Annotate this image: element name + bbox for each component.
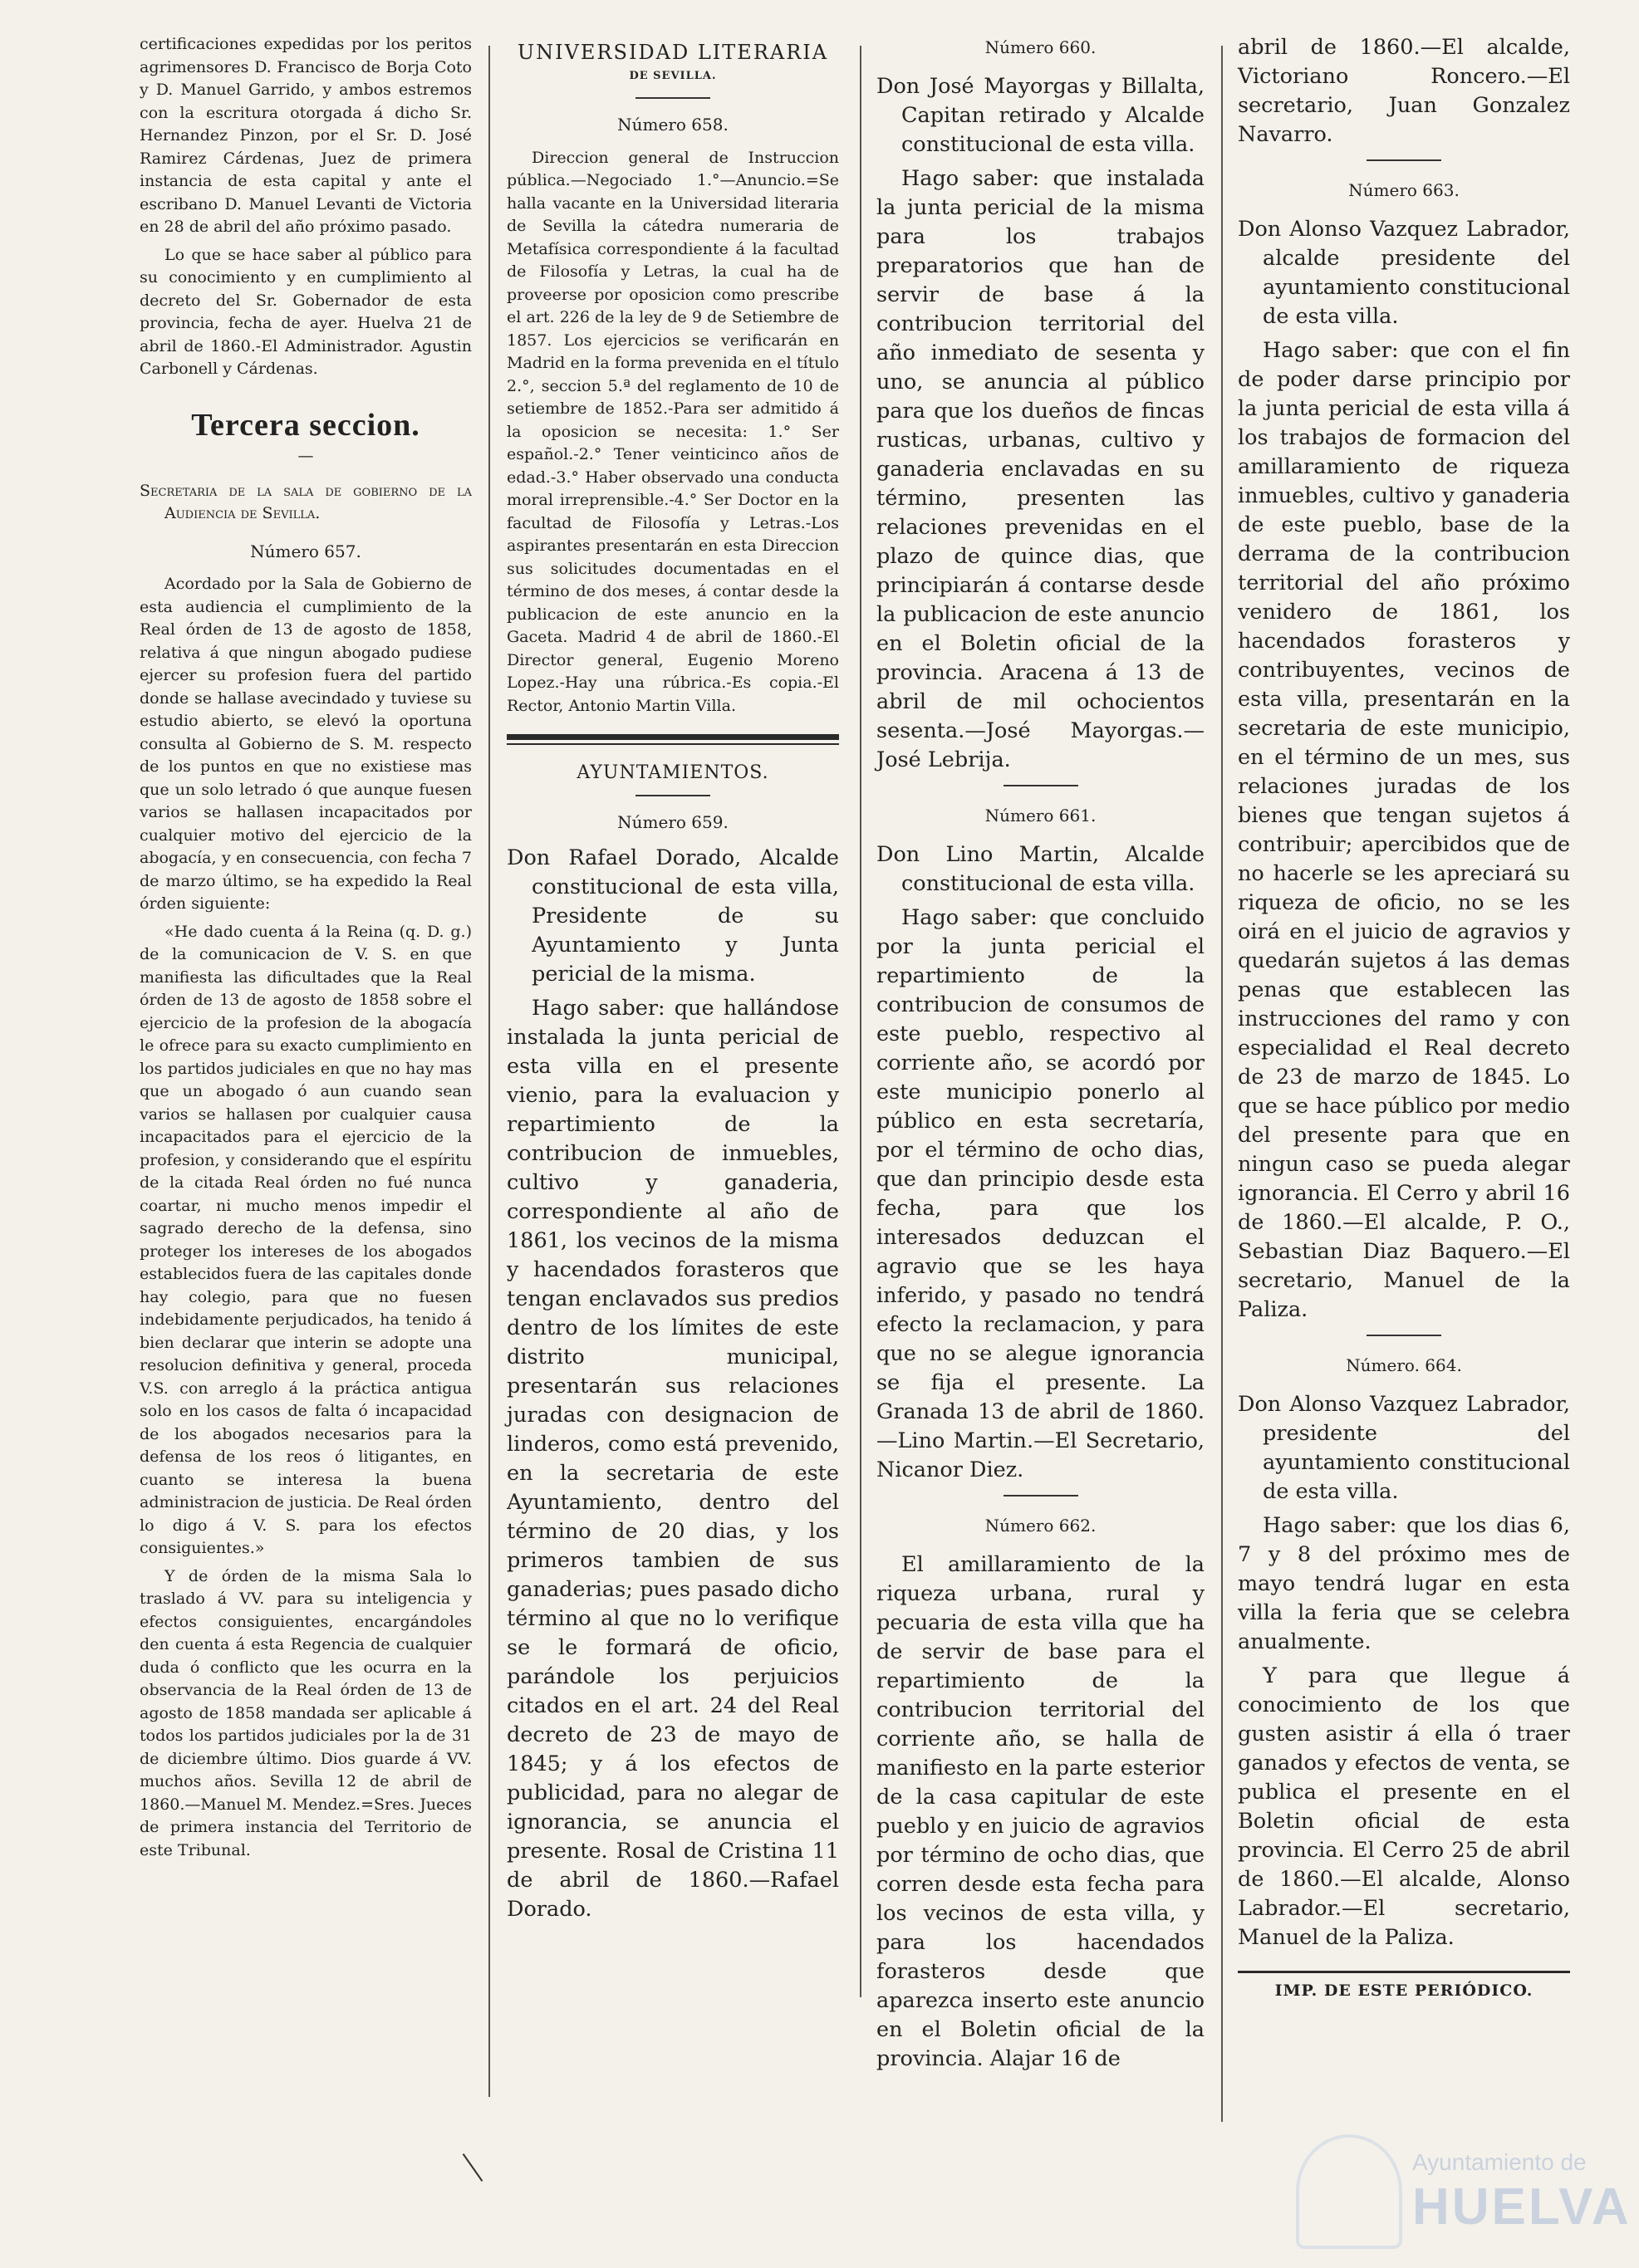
imprint: IMP. DE ESTE PERIÓDICO.	[1274, 1981, 1533, 2000]
paragraph: Lo que se hace saber al público para su conocimiento y en cumplimiento al decreto del Sr. Gobernador de esta provincia, fecha de ayer. Huelva 21 de abril de 1860.-El Administrador. Agustin Carbonell y Cárdenas.	[140, 245, 472, 378]
announcement-number: Número 661.	[984, 806, 1097, 825]
paragraph: Hago saber: que instalada la junta pericial de la misma para los trabajos preparatorios que han de servir de base á la contribucion territorial del año inmediato de sesenta y uno, se anuncia al público para que los dueños de fincas rusticas, urbanas, cultivo y ganaderia enclavadas en su término, presenten las relaciones prevenidas en el plazo de quince dias, que principiarán á contarse desde la publicacion de este anuncio en el Boletin oficial de la provincia. Aracena á 13 de abril de mil ochocientos sesenta.—José Mayorgas.—José Lebrija.	[876, 166, 1205, 772]
paragraph: Direccion general de Instruccion pública.—Negociado 1.°—Anuncio.=Se halla vacante en la Universidad literaria de Sevilla la cátedra numeraria de Metafísica correspondiente á la facultad de Filosofía y Letras, la cual ha de proveerse por oposicion como prescribe el art. 226 de la ley de 9 de Setiembre de 1857. Los ejercicios se verificarán en Madrid en la forma prevenida en el título 2.°, seccion 5.ª del reglamento de 10 de setiembre de 1852.-Para ser admitido á la oposicion se necesita: 1.° Ser español.-2.° Tener veinticinco años de edad.-3.° Haber observado una conducta moral irreprensible.-4.° Ser Doctor en la facultad de Filosofía y Letras.-Los aspirantes presentarán en esta Direccion sus solicitudes documentadas en el término de dos meses, á contar desde la publicacion de este anuncio en la Gaceta. Madrid 4 de abril de 1860.-El Director general, Eugenio Moreno Lopez.-Hay una rúbrica.-Es copia.-El Rector, Antonio Martin Villa.	[507, 148, 839, 715]
section-title: Tercera seccion.	[191, 407, 420, 443]
separator	[1367, 1335, 1441, 1336]
column-divider	[1221, 46, 1223, 2122]
separator	[1004, 1495, 1078, 1496]
paragraph: Hago saber: que concluido por la junta pericial el repartimiento de la contribucion de consumos de este pueblo, respectivo al corriente año, se acordó por este municipio ponerlo al público en esta secretaría, por el término de ocho dias, que dan principio desde esta fecha, para que los interesados deduzcan el agravio que se les haya inferido, y pasado no tendrá efecto la reclamacion, y para que no se alegue ignorancia se fija el presente. La Granada 13 de abril de 1860.—Lino Martin.—El Secretario, Nicanor Diez.	[876, 905, 1205, 1482]
quoted-paragraph: «He dado cuenta á la Reina (q. D. g.) de la comunicacion de V. S. en que manifiesta las dificultades que la Real órden de 13 de agosto de 1858 sobre el ejercicio de la profesion de la abogacía le ofrece para su exacto cumplimiento en los partidos judiciales en que no hay mas que un abogado ó aun cuando sean varios se hallasen por cualquier causa incapacitados para el ejercicio de la profesion, y considerando que el espíritu de la citada Real órden no fué nunca coartar, ni mucho menos impedir el sagrado derecho de la defensa, sino proteger los intereses de los abogados establecidos fuera de las capitales donde hay colegio, para que no fuesen indebidamente perjudicados, ha tenido á bien declarar que interin se adopte una resolucion definitiva y general, proceda V.S. con arreglo á la práctica antigua solo en los casos de falta ó incapacidad de los abogados necesarios para la defensa de los reos ó litigantes, en cuanto se interesa la buena administracion de justicia. De Real órden lo digo á V. S. para los efectos consiguientes.»	[140, 922, 472, 1557]
coat-of-arms-icon	[1296, 2134, 1402, 2249]
continued-text: abril de 1860.—El alcalde, Victoriano Roncero.—El secretario, Juan Gonzalez Navarro.	[1238, 35, 1570, 147]
watermark-line1: Ayuntamiento de	[1412, 2149, 1587, 2175]
separator	[635, 97, 710, 99]
announcement-number: Número. 664.	[1346, 1355, 1462, 1375]
paragraph: Y para que llegue á conocimiento de los que gusten asistir á ella ó traer ganados y efectos de venta, se publica el presente en el Boletin oficial de esta provincia. El Cerro 25 de abril de 1860.—El alcalde, Alonso Labrador.—El secretario, Manuel de la Paliza.	[1238, 1663, 1570, 1950]
announcement-number: Número 658.	[617, 115, 729, 135]
column-1	[140, 33, 472, 1867]
section-heading: Secretaria de la sala de gobierno de la Audiencia de Sevilla.	[140, 481, 472, 522]
separator	[635, 795, 710, 796]
column-2	[507, 33, 839, 1929]
column-4	[1238, 33, 1570, 2006]
announcement-number: Número 657.	[250, 541, 361, 561]
paragraph: Don Alonso Vazquez Labrador, presidente del ayuntamiento constitucional de esta villa.	[1238, 1392, 1570, 1504]
separator	[1367, 159, 1441, 161]
announcement-number: Número 659.	[617, 811, 729, 832]
imprint-rule	[1238, 1971, 1570, 1973]
paragraph: Hago saber: que los dias 6, 7 y 8 del próximo mes de mayo tendrá lugar en esta villa la feria que se celebra anualmente.	[1238, 1513, 1570, 1654]
column-divider	[860, 46, 861, 1997]
thin-rule	[507, 743, 839, 745]
thick-rule	[507, 734, 839, 740]
paragraph: El amillaramiento de la riqueza urbana, rural y pecuaria de esta villa que ha de servir de base para el repartimiento de la contribucion territorial del corriente año, se halla de manifiesto en la parte esterior de la casa capitular de este pueblo y en juicio de agravios por término de ocho dias, que corren desde esta fecha para los vecinos de esta villa, y para los hacendados forasteros desde que aparezca inserto este anuncio en el Boletin oficial de la provincia. Alajar 16 de	[876, 1552, 1205, 2071]
paragraph: Don Alonso Vazquez Labrador, alcalde presidente del ayuntamiento constitucional de esta villa.	[1238, 217, 1570, 329]
continued-text: certificaciones expedidas por los peritos agrimensores D. Francisco de Borja Coto y D. Manuel Garrido, y ambos estremos con la escritura otorgada á dicho Sr. Hernandez Pinzon, por el Sr. D. José Ramirez Cárdenas, Juez de primera instancia de esta capital y ante el escribano D. Manuel Levanti de Victoria en 28 de abril del año próximo pasado.	[140, 35, 472, 236]
announcement-number: Número 663.	[1348, 180, 1460, 200]
paragraph: Y de órden de la misma Sala lo traslado á VV. para su inteligencia y efectos consiguientes, encargándoles den cuenta á esta Regencia de cualquier duda ó conflicto que les ocurra en la observancia de la Real órden de 13 de agosto de 1858 mandada ser aplicable á todos los partidos judiciales por la de 31 de diciembre último. Dios guarde á VV. muchos años. Sevilla 12 de abril de 1860.—Manuel M. Mendez.=Sres. Jueces de primera instancia del Territorio de este Tribunal.	[140, 1566, 472, 1859]
paragraph: Hago saber: que hallándose instalada la junta pericial de esta villa en el presente vienio, para la evaluacion y repartimiento de la contribucion de inmuebles, cultivo y ganaderia, correspondiente al año de 1861, los vecinos de la misma y hacendados forasteros que tengan enclavados sus predios dentro de los límites de este distrito municipal, presentarán sus relaciones juradas con designacion de linderos, como está prevenido, en la secretaria de este Ayuntamiento, dentro del término de 20 dias, y los primeros tambien de sus ganaderias; pues pasado dicho término al que no lo verifique se le formará de oficio, parándole los perjuicios citados en el art. 24 del Real decreto de 23 de mayo de 1845; y á los efectos de publicidad, para no alegar de ignorancia, se anuncia el presente. Rosal de Cristina 11 de abril de 1860.—Rafael Dorado.	[507, 996, 839, 1922]
paragraph: Don José Mayorgas y Billalta, Capitan retirado y Alcalde constitucional de esta villa.	[876, 74, 1205, 157]
announcement-number: Número 660.	[984, 37, 1097, 57]
column-divider	[488, 46, 490, 2097]
page-mark	[463, 2153, 483, 2182]
paragraph: Hago saber: que con el fin de poder darse principio por la junta pericial de esta villa á los trabajos de formacion del amillaramiento de riqueza inmuebles, cultivo y ganaderia de este pueblo, base de la derrama de la contribucion territorial del año próximo venidero de 1861, los hacendados forasteros y contribuyentes, vecinos de esta villa, presentarán en la secretaria de este municipio, en el término de un mes, sus relaciones juradas de los bienes que tengan sujetos á contribuir; apercibidos que de no hacerle se les apreciará su riqueza de oficio, no se les oirá en el juicio de agravios y quedarán sujetos á las demas penas que establecen las instrucciones del ramo y con especialidad el Real decreto de 23 de marzo de 1845. Lo que se hace público por medio del presente para que en ningun caso se pueda alegar ignorancia. El Cerro y abril 16 de 1860.—El alcalde, P. O., Sebastian Diaz Baquero.—El secretario, Manuel de la Paliza.	[1238, 338, 1570, 1322]
paragraph: Don Lino Martin, Alcalde constitucional de esta villa.	[876, 842, 1205, 896]
separator	[1004, 785, 1078, 786]
section-heading: AYUNTAMIENTOS.	[577, 762, 769, 783]
paragraph: Acordado por la Sala de Gobierno de esta audiencia el cumplimiento de la Real órden de 13 de agosto de 1858, relativa á que ningun abogado pudiese ejercer su profesion fuera del partido donde se hallase avecindado y tuviese su estudio abierto, se elevó la oportuna consulta al Gobierno de S. M. respecto de los puntos en que no existiese mas que un solo letrado ó que aunque fuesen varios se hallasen incapacitados por cualquier motivo del ejercicio de la abogacía, y en consecuencia, con fecha 7 de marzo último, se ha expedido la Real órden siguiente:	[140, 575, 472, 913]
university-subheader: DE SEVILLA.	[629, 69, 717, 82]
university-header: UNIVERSIDAD LITERARIA	[517, 41, 829, 64]
paragraph: Don Rafael Dorado, Alcalde constitucional de esta villa, Presidente de su Ayuntamiento y Junta pericial de la misma.	[507, 845, 839, 987]
dash-separator: —	[297, 447, 314, 465]
watermark-line2: HUELVA	[1412, 2178, 1632, 2236]
column-3	[876, 33, 1205, 2079]
announcement-number: Número 662.	[984, 1516, 1097, 1536]
